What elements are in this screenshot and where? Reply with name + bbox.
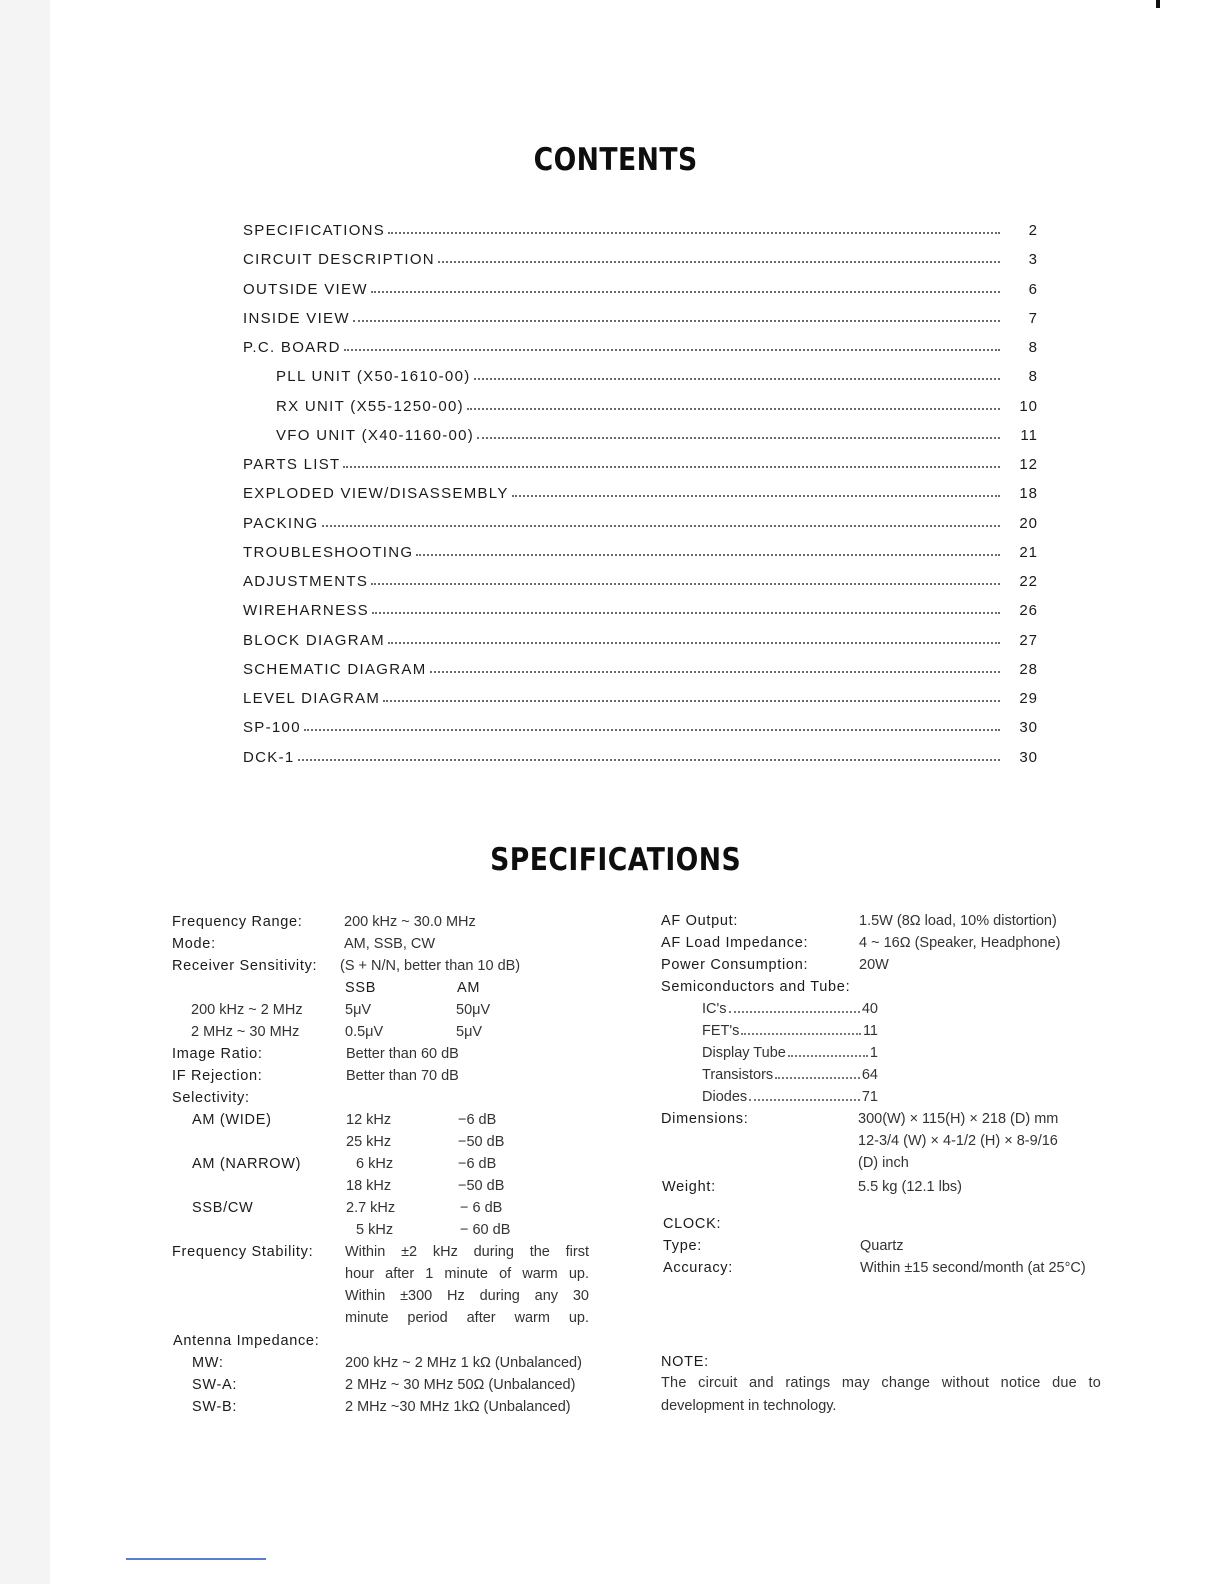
note-label: NOTE: bbox=[661, 1354, 709, 1370]
mode-label: Mode: bbox=[172, 936, 216, 952]
toc-entry-label: PARTS LIST bbox=[243, 456, 341, 473]
semiconductor-item bbox=[702, 1001, 878, 1023]
semiconductor-count: 11 bbox=[862, 1023, 878, 1039]
specifications-title: SPECIFICATIONS bbox=[490, 842, 742, 878]
semiconductor-item bbox=[702, 1023, 878, 1045]
ssb-cw-label: SSB/CW bbox=[192, 1200, 254, 1216]
weight-value: 5.5 kg (12.1 lbs) bbox=[858, 1179, 962, 1195]
freq-stability-label: Frequency Stability: bbox=[172, 1244, 314, 1260]
toc-entry bbox=[243, 602, 1038, 631]
am-wide-atten-1: −6 dB bbox=[458, 1112, 497, 1128]
toc-entry-page: 8 bbox=[1028, 339, 1038, 356]
table-of-contents bbox=[243, 222, 1038, 778]
sw-a-label: SW-A: bbox=[192, 1377, 238, 1393]
am-wide-freq-2: 25 kHz bbox=[346, 1134, 392, 1150]
semiconductor-leader-dots bbox=[788, 1046, 868, 1057]
toc-entry bbox=[243, 368, 1038, 397]
if-rejection-value: Better than 70 dB bbox=[346, 1068, 459, 1084]
semiconductor-item bbox=[702, 1089, 878, 1111]
toc-entry-label: SPECIFICATIONS bbox=[243, 222, 386, 239]
toc-leader-dots bbox=[474, 368, 1000, 380]
toc-entry-label: RX UNIT (X55-1250-00) bbox=[276, 397, 464, 415]
toc-entry-label: OUTSIDE VIEW bbox=[243, 280, 368, 298]
specs-left-column bbox=[172, 914, 632, 1434]
freq-stability-line-1: Within ±2 kHz during the first bbox=[345, 1244, 589, 1260]
note-line-2: development in technology. bbox=[661, 1398, 837, 1414]
freq-stability-line-2: hour after 1 minute of warm up. bbox=[345, 1266, 589, 1282]
ssb-cw-freq-2: 5 kHz bbox=[356, 1222, 394, 1238]
toc-leader-dots bbox=[430, 661, 1001, 673]
semiconductor-leader-dots bbox=[749, 1090, 860, 1101]
semiconductor-item bbox=[702, 1067, 878, 1089]
toc-entry-label: PLL UNIT (X50-1610-00) bbox=[276, 368, 471, 386]
power-label: Power Consumption: bbox=[661, 957, 809, 973]
toc-entry-label: SCHEMATIC DIAGRAM bbox=[243, 660, 427, 678]
am-narrow-atten-1: −6 dB bbox=[458, 1156, 497, 1172]
power-value: 20W bbox=[859, 957, 889, 973]
toc-leader-dots bbox=[304, 719, 1000, 731]
semiconductor-name: Display Tube bbox=[702, 1045, 786, 1061]
af-output-value: 1.5W (8Ω load, 10% distortion) bbox=[859, 913, 1057, 929]
sensitivity-head-am: AM bbox=[457, 980, 481, 996]
dimensions-line-3: (D) inch bbox=[858, 1155, 909, 1171]
ssb-cw-atten-2: − 60 dB bbox=[460, 1222, 511, 1238]
semiconductor-leader-dots bbox=[741, 1024, 861, 1035]
toc-entry-label: DCK-1 bbox=[243, 748, 295, 766]
am-narrow-label: AM (NARROW) bbox=[192, 1156, 302, 1172]
page-corner-mark bbox=[1156, 0, 1160, 8]
toc-entry-label: TROUBLESHOOTING bbox=[243, 543, 414, 561]
clock-type-value: Quartz bbox=[860, 1238, 904, 1254]
semiconductor-list bbox=[702, 1001, 932, 1113]
toc-entry bbox=[243, 222, 1038, 251]
clock-type-label: Type: bbox=[663, 1238, 702, 1254]
toc-entry-label: CIRCUIT DESCRIPTION bbox=[243, 251, 435, 269]
mw-label: MW: bbox=[192, 1355, 224, 1371]
toc-leader-dots bbox=[298, 749, 1000, 761]
antenna-impedance-label: Antenna Impedance: bbox=[173, 1333, 320, 1349]
sensitivity-ssb-2: 0.5μV bbox=[345, 1024, 384, 1040]
toc-leader-dots bbox=[344, 339, 1000, 351]
contents-title: CONTENTS bbox=[533, 142, 698, 178]
sensitivity-range-1: 200 kHz ~ 2 MHz bbox=[191, 1002, 303, 1018]
toc-entry-label: WIREHARNESS bbox=[243, 602, 369, 620]
specs-right-column bbox=[661, 913, 1141, 1423]
toc-entry-page: 6 bbox=[1028, 280, 1038, 298]
scan-margin bbox=[0, 0, 50, 1584]
toc-entry-page: 30 bbox=[1019, 719, 1038, 737]
note-line-1: The circuit and ratings may change without notice due to bbox=[661, 1375, 1101, 1391]
toc-entry-label: LEVEL DIAGRAM bbox=[243, 690, 381, 707]
toc-entry bbox=[243, 456, 1038, 485]
sensitivity-value: (S + N/N, better than 10 dB) bbox=[340, 958, 521, 974]
toc-entry bbox=[243, 661, 1038, 690]
dimensions-line-2: 12-3/4 (W) × 4-1/2 (H) × 8-9/16 bbox=[858, 1133, 1058, 1149]
toc-entry-page: 11 bbox=[1020, 426, 1038, 444]
toc-entry bbox=[243, 690, 1038, 719]
mw-value: 200 kHz ~ 2 MHz 1 kΩ (Unbalanced) bbox=[345, 1355, 582, 1371]
af-output-label: AF Output: bbox=[661, 913, 739, 929]
toc-entry bbox=[243, 281, 1038, 310]
dimensions-line-1: 300(W) × 115(H) × 218 (D) mm bbox=[858, 1111, 1059, 1127]
toc-leader-dots bbox=[353, 310, 1000, 322]
toc-leader-dots bbox=[388, 222, 1000, 234]
toc-entry bbox=[243, 251, 1038, 280]
dimensions-label: Dimensions: bbox=[661, 1111, 749, 1127]
toc-entry-page: 8 bbox=[1028, 368, 1038, 386]
toc-entry-label: SP-100 bbox=[243, 719, 301, 737]
toc-entry bbox=[243, 427, 1038, 456]
image-ratio-label: Image Ratio: bbox=[172, 1046, 263, 1062]
image-ratio-value: Better than 60 dB bbox=[346, 1046, 459, 1062]
toc-entry bbox=[243, 485, 1038, 514]
toc-entry-label: PACKING bbox=[243, 514, 319, 532]
am-wide-freq-1: 12 kHz bbox=[346, 1112, 392, 1128]
semiconductor-count: 71 bbox=[861, 1089, 878, 1105]
semiconductor-count: 1 bbox=[869, 1045, 878, 1061]
toc-entry-page: 20 bbox=[1019, 514, 1038, 532]
toc-entry-label: INSIDE VIEW bbox=[243, 309, 350, 327]
toc-entry-label: BLOCK DIAGRAM bbox=[243, 631, 385, 649]
toc-entry-label: P.C. BOARD bbox=[243, 339, 341, 356]
toc-entry-page: 10 bbox=[1019, 397, 1038, 415]
toc-leader-dots bbox=[322, 515, 1000, 527]
toc-entry bbox=[243, 749, 1038, 778]
toc-leader-dots bbox=[383, 690, 1000, 702]
toc-entry-page: 26 bbox=[1019, 602, 1038, 620]
toc-entry-label: EXPLODED VIEW/DISASSEMBLY bbox=[243, 485, 509, 503]
toc-entry-page: 18 bbox=[1019, 485, 1038, 503]
if-rejection-label: IF Rejection: bbox=[172, 1068, 263, 1084]
toc-leader-dots bbox=[477, 427, 1000, 439]
semiconductor-item bbox=[702, 1045, 878, 1067]
ssb-cw-freq-1: 2.7 kHz bbox=[346, 1200, 396, 1216]
toc-entry bbox=[243, 398, 1038, 427]
toc-leader-dots bbox=[371, 281, 1000, 293]
freq-stability-line-3: Within ±300 Hz during any 30 bbox=[345, 1288, 589, 1304]
sw-a-value: 2 MHz ~ 30 MHz 50Ω (Unbalanced) bbox=[345, 1377, 576, 1393]
toc-leader-dots bbox=[512, 485, 1000, 497]
am-wide-atten-2: −50 dB bbox=[458, 1134, 505, 1150]
toc-entry-page: 22 bbox=[1019, 573, 1038, 590]
selectivity-label: Selectivity: bbox=[172, 1090, 250, 1106]
af-impedance-value: 4 ~ 16Ω (Speaker, Headphone) bbox=[859, 935, 1061, 951]
weight-label: Weight: bbox=[662, 1179, 716, 1195]
semiconductor-leader-dots bbox=[775, 1068, 860, 1079]
toc-entry-page: 3 bbox=[1028, 251, 1038, 269]
ssb-cw-atten-1: − 6 dB bbox=[460, 1200, 503, 1216]
am-narrow-freq-1: 6 kHz bbox=[356, 1156, 394, 1172]
semiconductor-count: 40 bbox=[861, 1001, 878, 1017]
toc-entry-page: 27 bbox=[1019, 631, 1038, 649]
semiconductor-name: Diodes bbox=[702, 1089, 748, 1105]
sensitivity-ssb-1: 5μV bbox=[345, 1002, 372, 1018]
toc-entry bbox=[243, 515, 1038, 544]
sensitivity-label: Receiver Sensitivity: bbox=[172, 958, 318, 974]
toc-leader-dots bbox=[371, 573, 1000, 585]
toc-entry-page: 30 bbox=[1019, 748, 1038, 766]
clock-accuracy-value: Within ±15 second/month (at 25°C) bbox=[860, 1260, 1086, 1276]
semiconductor-name: IC's bbox=[702, 1001, 727, 1017]
semiconductor-name: FET's bbox=[702, 1023, 740, 1039]
toc-entry-label: ADJUSTMENTS bbox=[243, 573, 369, 590]
toc-leader-dots bbox=[372, 602, 1000, 614]
semiconductor-count: 64 bbox=[861, 1067, 878, 1083]
af-impedance-label: AF Load Impedance: bbox=[661, 935, 809, 951]
toc-leader-dots bbox=[388, 632, 1000, 644]
sensitivity-am-1: 50μV bbox=[456, 1002, 491, 1018]
semiconductor-leader-dots bbox=[729, 1002, 860, 1013]
toc-entry bbox=[243, 310, 1038, 339]
toc-entry bbox=[243, 339, 1038, 368]
toc-entry-page: 29 bbox=[1019, 690, 1038, 707]
freq-stability-line-4: minute period after warm up. bbox=[345, 1310, 589, 1326]
semiconductor-name: Transistors bbox=[702, 1067, 774, 1083]
semiconductors-label: Semiconductors and Tube: bbox=[661, 979, 851, 995]
toc-entry-page: 21 bbox=[1019, 543, 1038, 561]
bottom-rule bbox=[126, 1558, 266, 1560]
toc-entry bbox=[243, 544, 1038, 573]
toc-leader-dots bbox=[343, 456, 1000, 468]
toc-entry-page: 7 bbox=[1028, 309, 1038, 327]
clock-label: CLOCK: bbox=[663, 1216, 722, 1232]
sw-b-label: SW-B: bbox=[192, 1399, 238, 1415]
toc-entry bbox=[243, 719, 1038, 748]
toc-entry-page: 28 bbox=[1019, 660, 1038, 678]
sensitivity-range-2: 2 MHz ~ 30 MHz bbox=[191, 1024, 300, 1040]
toc-leader-dots bbox=[467, 398, 1000, 410]
mode-value: AM, SSB, CW bbox=[344, 936, 436, 952]
toc-leader-dots bbox=[438, 251, 1000, 263]
freq-range-value: 200 kHz ~ 30.0 MHz bbox=[344, 914, 476, 930]
toc-leader-dots bbox=[416, 544, 1000, 556]
sensitivity-head-ssb: SSB bbox=[345, 980, 377, 996]
toc-entry-page: 2 bbox=[1028, 222, 1038, 239]
toc-entry-label: VFO UNIT (X40-1160-00) bbox=[276, 426, 475, 444]
toc-entry bbox=[243, 632, 1038, 661]
clock-accuracy-label: Accuracy: bbox=[663, 1260, 733, 1276]
am-narrow-freq-2: 18 kHz bbox=[346, 1178, 392, 1194]
freq-range-label: Frequency Range: bbox=[172, 914, 303, 930]
sensitivity-am-2: 5μV bbox=[456, 1024, 483, 1040]
toc-entry bbox=[243, 573, 1038, 602]
toc-entry-page: 12 bbox=[1019, 456, 1038, 473]
sw-b-value: 2 MHz ~30 MHz 1kΩ (Unbalanced) bbox=[345, 1399, 571, 1415]
am-narrow-atten-2: −50 dB bbox=[458, 1178, 505, 1194]
am-wide-label: AM (WIDE) bbox=[192, 1112, 272, 1128]
